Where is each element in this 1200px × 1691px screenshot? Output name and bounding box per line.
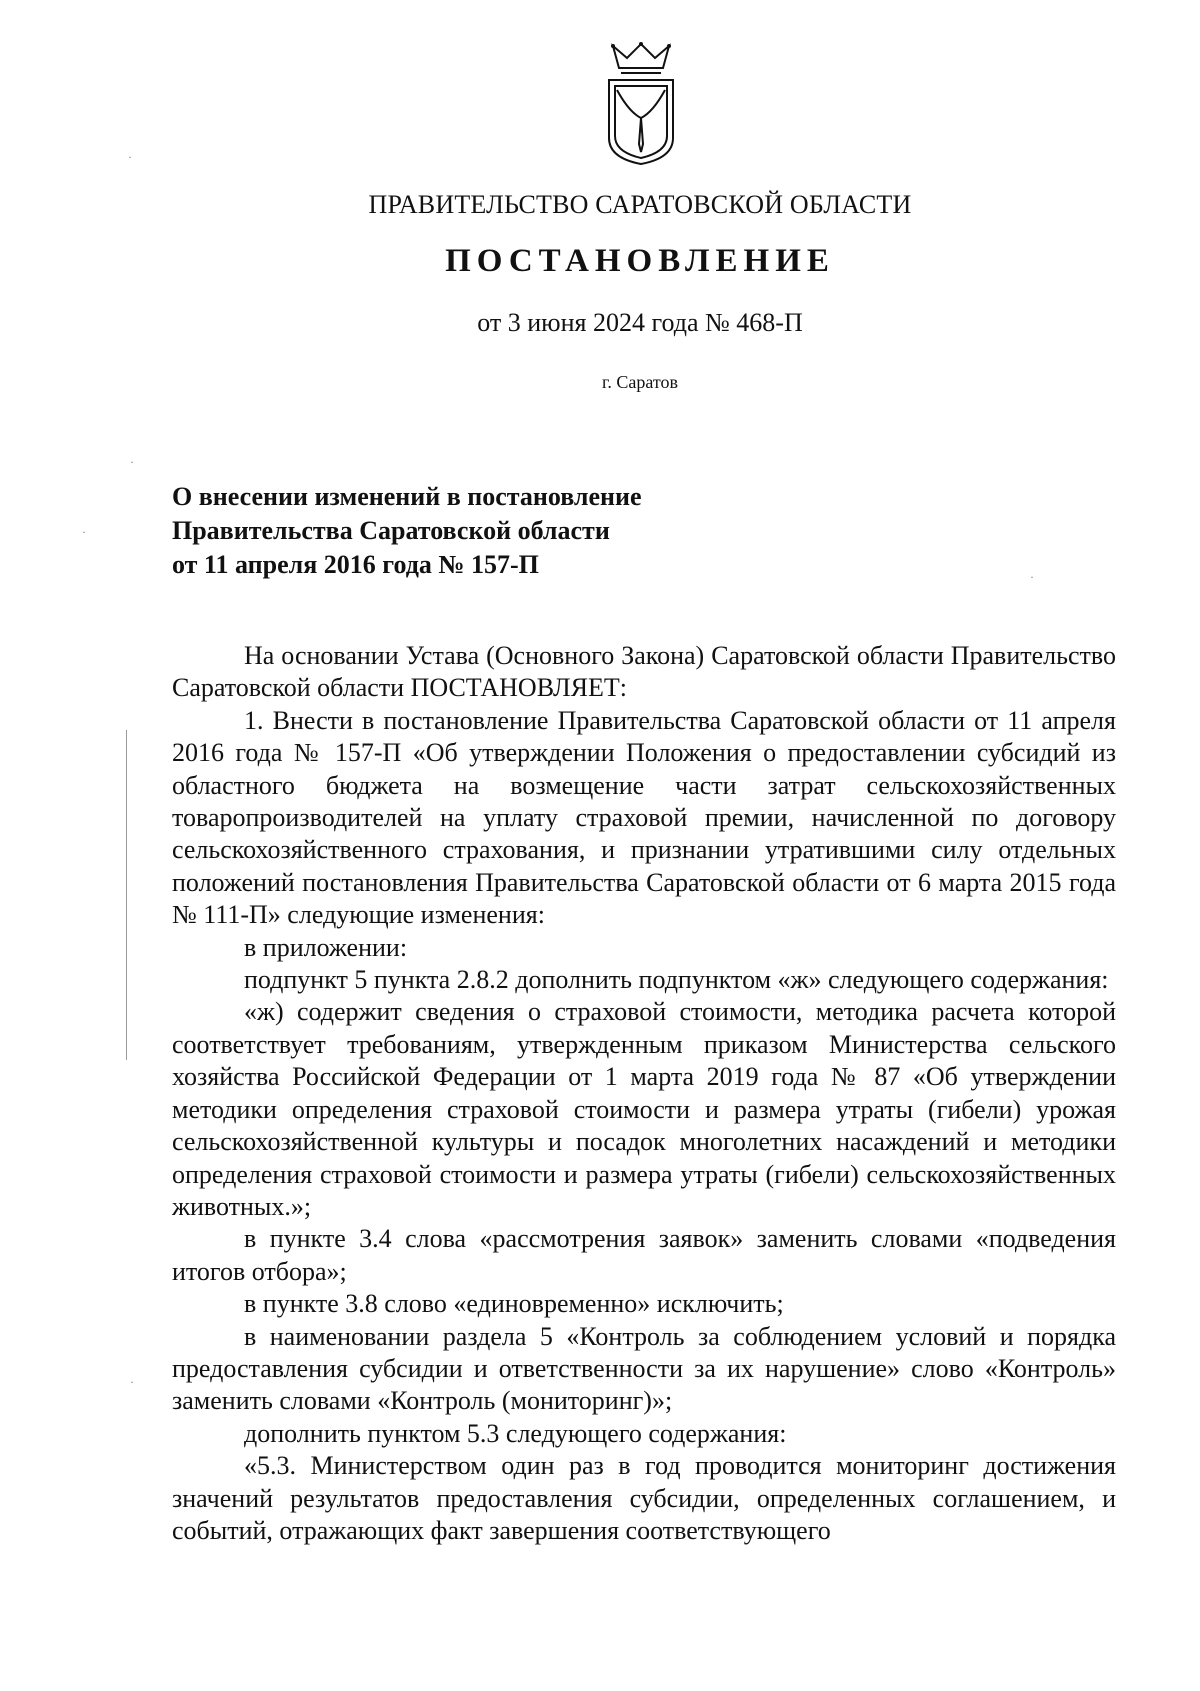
scan-artifact-dot: ·: [128, 150, 132, 164]
body-paragraph: в приложении:: [244, 932, 408, 962]
document-body: [172, 640, 1116, 1547]
scan-artifact-dot: ·: [1030, 570, 1034, 584]
body-paragraph: в пункте 3.4 слова «рассмотрения заявок» заменить словами «подведения итогов отбора»;: [172, 1224, 1116, 1286]
body-paragraph: «5.3. Министерством один раз в год проводится мониторинг достижения значений результатов предоставления субсидии, определенных соглашением, и событий, отражающих факт завершения соответствующего: [172, 1451, 1116, 1545]
scan-artifact-dot: ·: [82, 525, 86, 539]
body-paragraph: «ж) содержит сведения о страховой стоимости, методика расчета которой соответствует требованиям, утвержденным приказом Министерства сельского хозяйства Российской Федерации от 1 марта 2019 года № 87 «Об утверждении методики определения страховой стоимости и размера утраты (гибели) урожая сельскохозяйственной культуры и посадок многолетних насаждений и методики определения страховой стоимости и размера утраты (гибели) сельскохозяйственных животных.»;: [172, 997, 1116, 1221]
scan-artifact-dot: ·: [130, 1375, 134, 1389]
subject-line: О внесении изменений в постановление: [172, 482, 642, 511]
body-paragraph: 1. Внести в постановление Правительства Саратовской области от 11 апреля 2016 года № 157-П «Об утверждении Положения о предоставлении субсидий из областного бюджета на возмещение части затрат сельскохозяйственных товаропроизводителей на уплату страховой премии, начисленной по договору сельскохозяйственного страхования, и признании утратившими силу отдельных положений постановления Правительства Саратовской области от 6 марта 2015 года № 111-П» следующие изменения:: [172, 705, 1116, 930]
body-paragraph: в пункте 3.8 слово «единовременно» исключить;: [244, 1289, 784, 1319]
scan-artifact-dot: ·: [130, 455, 134, 469]
scan-artifact-line: [126, 730, 127, 1060]
body-paragraph: в наименовании раздела 5 «Контроль за соблюдением условий и порядка предоставления субсидии и ответственности за их нарушение» слово «Контроль» заменить словами «Контроль (мониторинг)»;: [172, 1321, 1116, 1416]
subject-line: Правительства Саратовской области: [172, 516, 610, 545]
document-subject: [172, 480, 872, 582]
document-city: г. Саратов: [602, 372, 678, 392]
document-type: ПОСТАНОВЛЕНИЕ: [445, 243, 835, 279]
document-date-number: от 3 июня 2024 года № 468-П: [477, 308, 803, 337]
government-name: ПРАВИТЕЛЬСТВО САРАТОВСКОЙ ОБЛАСТИ: [368, 190, 912, 219]
body-paragraph: подпункт 5 пункта 2.8.2 дополнить подпунктом «ж» следующего содержания:: [244, 965, 1109, 995]
body-paragraph: дополнить пунктом 5.3 следующего содержания:: [244, 1418, 787, 1448]
saratov-coat-of-arms-icon: [603, 40, 679, 166]
subject-line: от 11 апреля 2016 года № 157-П: [172, 550, 539, 579]
body-paragraph: На основании Устава (Основного Закона) Саратовской области Правительство Саратовской области ПОСТАНОВЛЯЕТ:: [172, 641, 1116, 703]
